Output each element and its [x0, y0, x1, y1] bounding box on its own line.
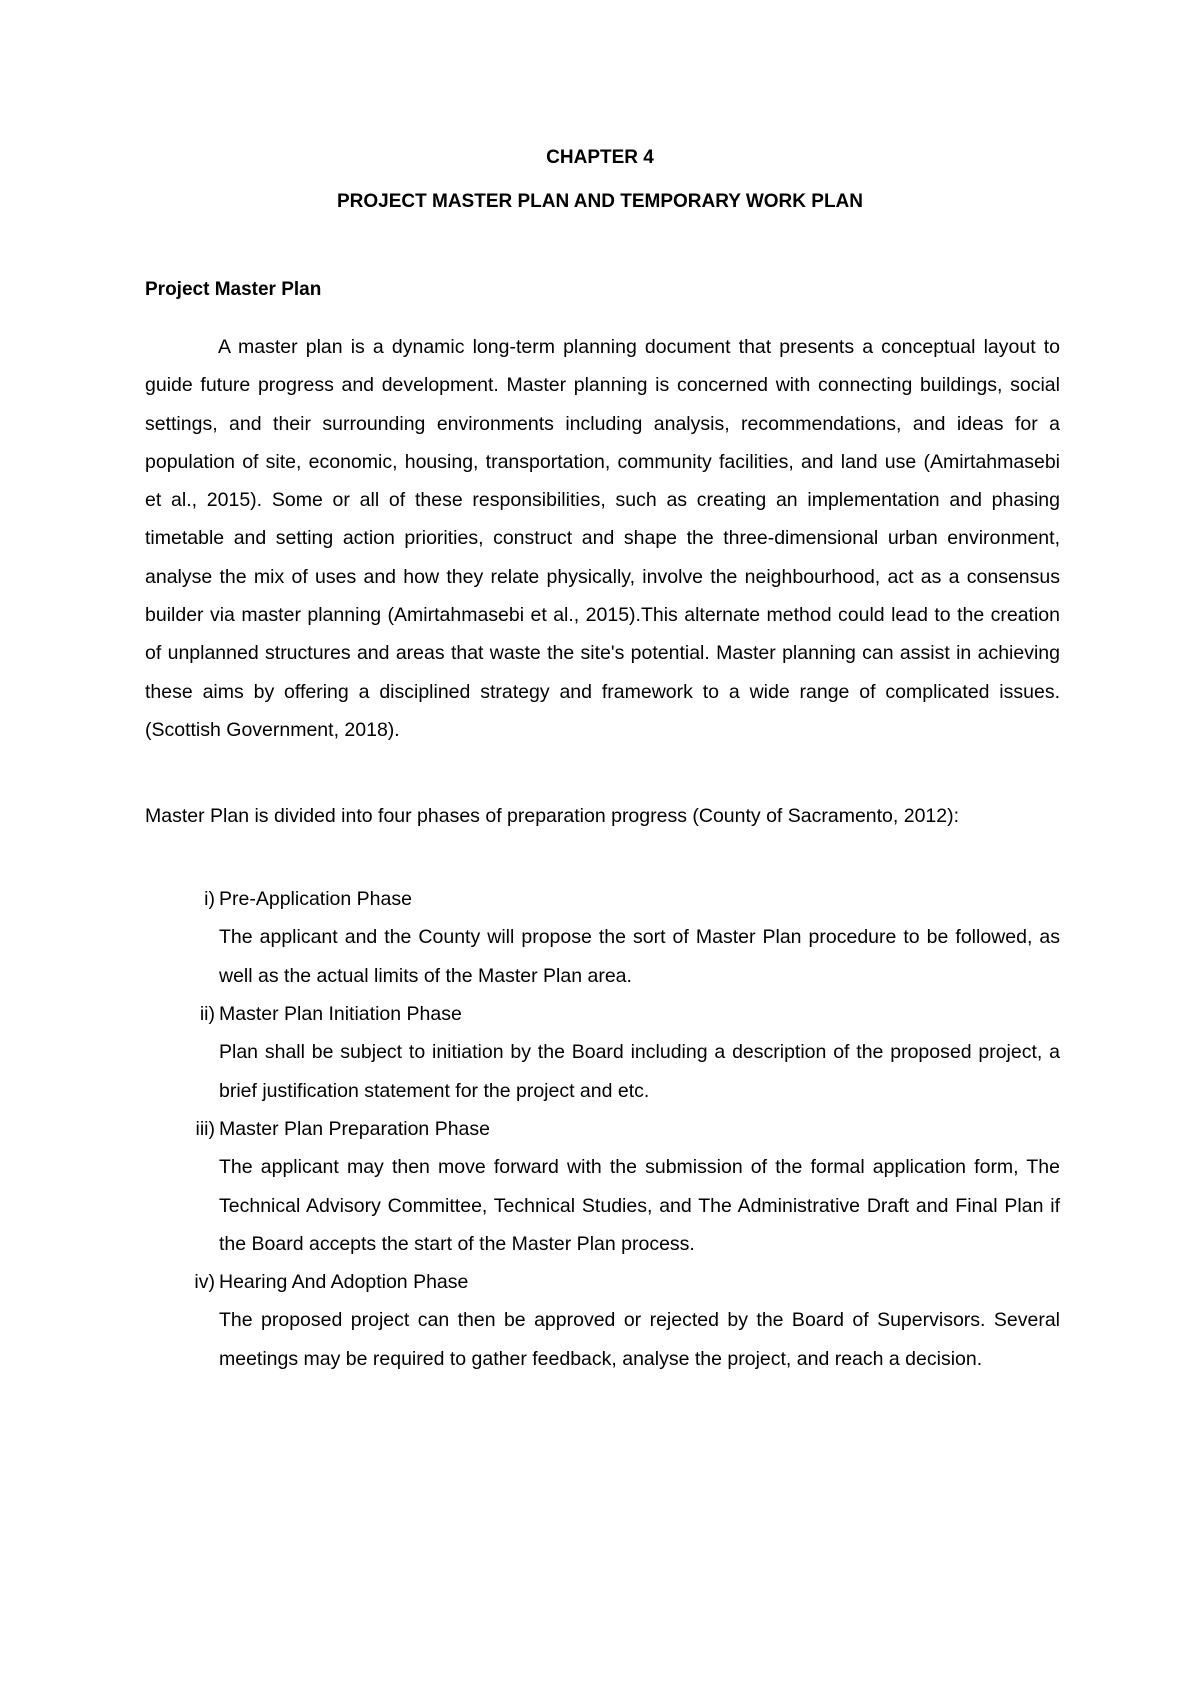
- phase-description: Plan shall be subject to initiation by the Board including a description of the proposed project, a brief justification statement for the project and etc.: [219, 1041, 1060, 1102]
- section-heading: Project Master Plan: [145, 279, 322, 300]
- phase-number: iv): [194, 1271, 215, 1293]
- phase-title: Master Plan Preparation Phase: [219, 1118, 490, 1140]
- phase-title: Pre-Application Phase: [219, 888, 412, 910]
- phase-body: [219, 880, 1060, 995]
- chapter-title: PROJECT MASTER PLAN AND TEMPORARY WORK PLAN: [336, 191, 864, 212]
- chapter-label: CHAPTER 4: [546, 147, 654, 168]
- phase-description: The proposed project can then be approved or rejected by the Board of Supervisors. Several meetings may be required to gather feedback, analyse the project, and reach a decision.: [219, 1309, 1060, 1370]
- phase-body: [219, 1263, 1060, 1378]
- phase-title: Master Plan Initiation Phase: [219, 1003, 462, 1025]
- phase-description: The applicant and the County will propose the sort of Master Plan procedure to be followed, as well as the actual limits of the Master Plan area.: [219, 926, 1060, 987]
- phase-body: [219, 1110, 1060, 1263]
- phase-description: The applicant may then move forward with the submission of the formal application form, The Technical Advisory Committee, Technical Studies, and The Administrative Draft and Final Plan if the Board accepts the start of the Master Plan process.: [219, 1156, 1060, 1255]
- intro-paragraph: A master plan is a dynamic long-term planning document that presents a conceptual layout to guide future progress and development. Master planning is concerned with connecting buildings, social settings, and their surrounding environments including analysis, recommendations, and ideas for a population of site, economic, housing, transportation, community facilities, and land use (Amirtahmasebi et al., 2015). Some or all of these responsibilities, such as creating an implementation and phasing timetable and setting action priorities, construct and shape the three-dimensional urban environment, analyse the mix of uses and how they relate physically, involve the neighbourhood, act as a consensus builder via master planning (Amirtahmasebi et al., 2015).This alternate method could lead to the creation of unplanned structures and areas that waste the site's potential. Master planning can assist in achieving these aims by offering a disciplined strategy and framework to a wide range of complicated issues. (Scottish Government, 2018).: [145, 336, 1060, 741]
- phase-number: ii): [199, 1003, 215, 1025]
- phase-number: iii): [195, 1118, 215, 1140]
- phase-title: Hearing And Adoption Phase: [219, 1271, 469, 1293]
- phase-number: i): [204, 888, 215, 910]
- phases-intro: Master Plan is divided into four phases of preparation progress (County of Sacramento, 2012):: [145, 805, 960, 827]
- phase-body: [219, 995, 1060, 1110]
